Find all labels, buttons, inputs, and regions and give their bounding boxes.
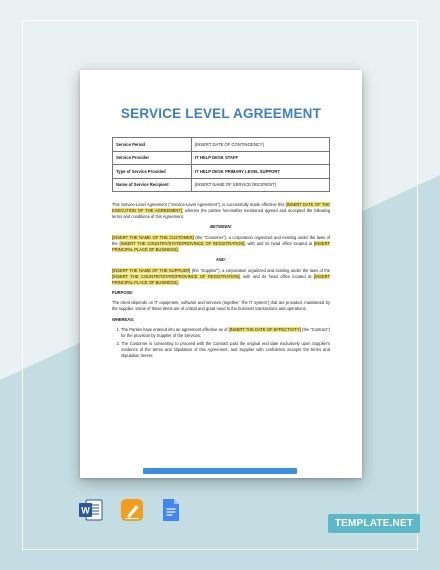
- whereas-heading: WHEREAS:: [112, 316, 135, 322]
- brand-badge[interactable]: TEMPLATE.NET: [328, 514, 420, 533]
- word-icon[interactable]: [78, 497, 104, 528]
- table-row: [113, 138, 330, 152]
- google-docs-icon[interactable]: [158, 497, 184, 528]
- table-value-cell: [INSERT DATE OF CONTINGENCY]: [192, 138, 330, 152]
- whereas-list: [112, 327, 330, 359]
- document-preview[interactable]: [80, 70, 362, 478]
- supplier-paragraph: [INSERT THE NAME OF THE SUPPLIER] (the "Supplier"), a corporation organized and existing under the laws of the [INSERT THE COUNTRY/STATE/PROVINCE OF REGISTRATION], with and its head office located at [INSERT PRINCIPAL PLACE OF BUSINESS].: [112, 267, 330, 285]
- agreement-body: [112, 202, 330, 359]
- document-title: SERVICE LEVEL AGREEMENT: [120, 106, 322, 121]
- whereas-item-1: 1. The Parties have entered into an agreement effective as of [INSERT THE DATE OF EFFECTIVITY] (the "Contract") for the provision by Supplier of the Services;: [121, 327, 330, 339]
- table-row: [113, 151, 330, 165]
- svg-text:W: W: [81, 505, 90, 516]
- table-label-cell: Service Provider: [113, 151, 192, 165]
- table-value-cell: [INSERT NAME OF SERVICE RECIPIENT]: [192, 178, 330, 192]
- purpose-paragraph: The client depends on IT equipment, software and services (together: 'the IT system') that are provided, maintained by the supplier. Some of these items are of critical and great need to the business transactions and operations.: [112, 300, 330, 312]
- table-row: [113, 178, 330, 192]
- purpose-heading: PURPOSE:: [112, 289, 134, 295]
- pages-icon[interactable]: [119, 497, 145, 528]
- table-label-cell: Service Period: [113, 138, 192, 152]
- whereas-item-2: 2. The Customer is consenting to proceed with the Contract past the original end date exclusively upon Supplier's credence of the terms and stipulation of this Agreement, and Supplier with confidence accepts the terms and stipulation herein;: [121, 341, 330, 359]
- table-row: [113, 165, 330, 179]
- service-info-table: [112, 137, 330, 192]
- table-label-cell: Name of Service Recipient: [113, 178, 192, 192]
- intro-paragraph: This Service-Level Agreement ("Service-Level Agreement"), is successfully made effective this [INSERT DATE OF THE EXECUTION OF THE AGREEMENT], wherein the parties hereinafter mentioned agreed and accepted the following terms and conditions of this Agreement.: [112, 202, 331, 220]
- and-heading: AND:: [215, 257, 227, 263]
- document-bottom-bar: [143, 468, 297, 474]
- table-value-cell: IT HELP DESK STAFF: [192, 151, 330, 165]
- table-label-cell: Type of Service Provided: [113, 165, 192, 179]
- customer-paragraph: [INSERT THE NAME OF THE CUSTOMER] (the "Customer"), a corporation organized and existing under the laws of the [INSERT THE COUNTRY/STATE/PROVINCE OF REGISTRATION], with and its head office located at [INSERT PRINCIPAL PLACE OF BUSINESS];: [112, 234, 331, 252]
- between-heading: BETWEEN:: [210, 224, 232, 230]
- table-value-cell: IT HELP DESK PRIMARY LEVEL SUPPORT: [192, 165, 330, 179]
